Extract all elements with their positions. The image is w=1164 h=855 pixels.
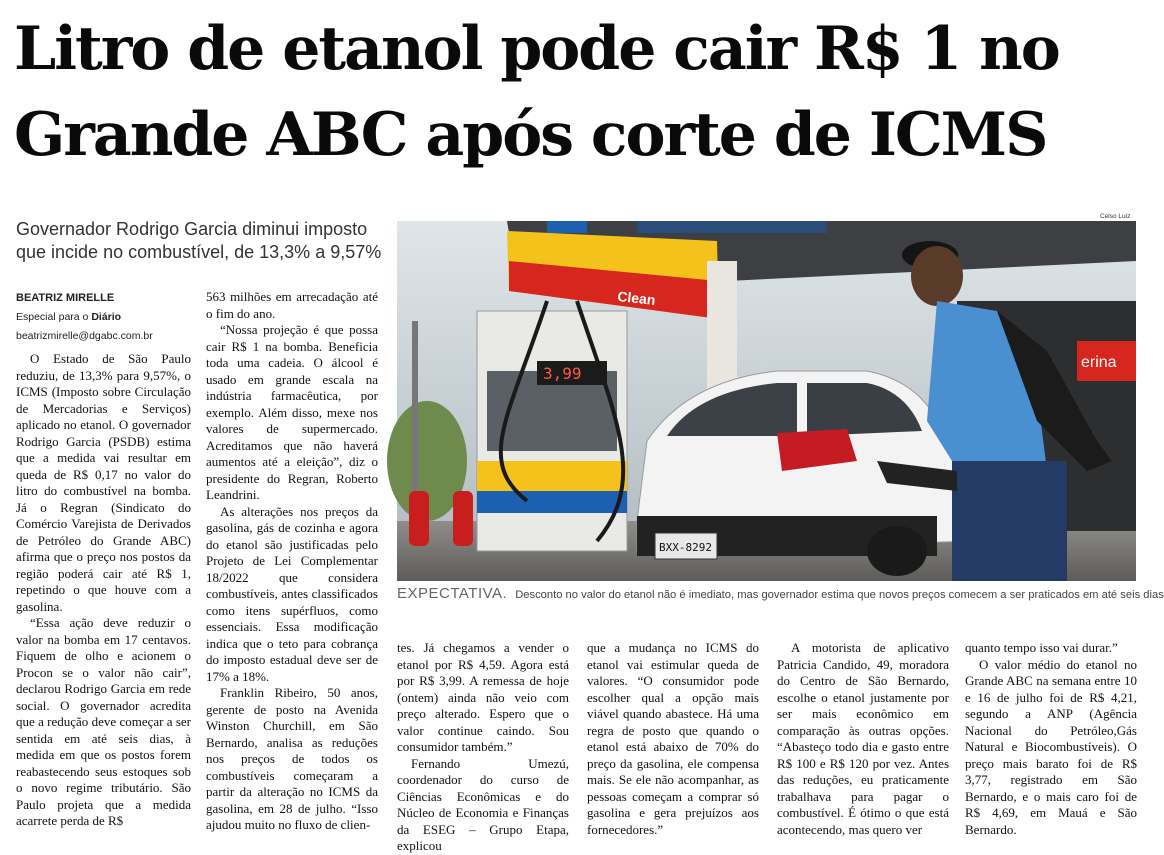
paragraph: “Nossa projeção é que possa cair R$ 1 na bomba. Beneficia toda uma cadeia. O álcool é usado em grande escala na indústria farmacêutica, por exemplo. Além disso, mexe nos valores de supermercado. Acreditamos que não haverá aumentos até a eleição”, diz o presidente do Regran, Roberto Leandrini. (206, 322, 378, 502)
article-column-2 (206, 289, 378, 841)
fire-extinguisher (453, 491, 473, 546)
article-column-5 (777, 640, 949, 840)
headline-line-1: Litro de etanol pode cair R$ 1 no (14, 14, 1059, 84)
attendant-head (911, 246, 963, 306)
store-sign-text: erina (1081, 354, 1117, 371)
canopy-sign-text: Clean (616, 288, 657, 308)
caption-label: EXPECTATIVA. (397, 585, 508, 602)
pump-blue-band (477, 491, 627, 513)
canopy-led-strip (637, 221, 827, 233)
author-email[interactable]: beatrizmirelle@dgabc.com.br (16, 330, 153, 342)
headline-line-2: Grande ABC após corte de ICMS (14, 100, 1047, 170)
paragraph: O Estado de São Paulo reduziu, de 13,3% para 9,57%, o ICMS (Imposto sobre Circulação de Mercadorias e Serviços) aplicado no etanol. O governador Rodrigo Garcia (PSDB) estima que a medida vai resultar em queda de R$ 0,17 no valor do litro do combustível na bomba. Já o Regran (Sindicato do Comércio Varejista de Derivados de Petróleo do Grande ABC) afirma que o preço nos postos da região poderá cair até R$ 1, repetindo o que houve com a gasolina. (16, 351, 191, 614)
photo-credit: Celso Luiz (1100, 213, 1131, 220)
pump-yellow-band (477, 461, 627, 491)
article-column-3 (397, 640, 569, 853)
newspaper-name: Diário (91, 311, 122, 323)
author-role-text: Especial para o (16, 311, 89, 323)
author-name: BEATRIZ MIRELLE (16, 292, 115, 304)
car-wheel (867, 526, 927, 576)
caption-text: Desconto no valor do etanol não é imediato, mas governador estima que novos preços comecem a ser praticados em até seis dias (515, 589, 1164, 601)
paragraph: O valor médio do etanol no Grande ABC na semana entre 10 e 16 de julho foi de R$ 4,21, segundo a ANP (Agência Nacional do Petróleo,Gás Natural e Biocombustíveis). O preço mais barato foi de R$ 3,77, registrado em São Bernardo, e o mais caro foi de R$ 4,69, em Mauá e São Bernardo. (965, 656, 1137, 837)
license-plate-text: BXX-8292 (659, 541, 712, 554)
fire-extinguisher (409, 491, 429, 546)
paragraph: que a mudança no ICMS do etanol vai estimular queda de valores. “O consumidor pode escolher qual a opção mais viável quando abastece. Há uma regra de posto que quando o etanol está abaixo de 70% do preço da gasolina, ele compensa mais. Se ele não acompanhar, as pessoas começam a comprar só gasolina e gera prejuízos aos fornecedores.” (587, 640, 759, 837)
paragraph: A motorista de aplicativo Patricia Candido, 49, moradora do Centro de São Bernardo, escolhe o etanol justamente por ser mais econômico em comparação às outras opções. “Abasteço todo dia e gasto entre R$ 100 e R$ 120 por vez. Antes das reduções, eu praticamente trabalhava para pagar o combustível. É ótimo o que está acontecendo, mas quero ver (777, 640, 949, 837)
article-column-6 (965, 640, 1137, 840)
paragraph: “Essa ação deve reduzir o valor na bomba em 17 centavos. Fiquem de olho e acionem o Procon se o valor não cair”, declarou Rodrigo Garcia em rede social. O governador acredita que a redução deve começar a ser sentida em até seis dias, à medida em que os postos forem reabastecendo seus estoques sob o novo regime tributário. São Paulo projeta que a medida acarrete perda de R$ (16, 615, 191, 828)
paragraph: As alterações nos preços da gasolina, gás de cozinha e agora do etanol são justificadas pelo Projeto de Lei Complementar 18/2022 que considera combustíveis, antes classificados como itens supérfluos, como essenciais. Essa modificação indica que o teto para cobrança do imposto estadual deve ser de 17% a 18%. (206, 503, 378, 684)
paragraph: tes. Já chegamos a vender o etanol por R$ 4,59. Agora está por R$ 3,99. A remessa de hoje (ontem) ainda não veio com preço alterado. Espero que o valor continue caindo. Sou consumidor também.” (397, 640, 569, 754)
pump-price: 3,99 (543, 364, 582, 383)
photo-caption (397, 585, 1164, 602)
paragraph: 563 milhões em arrecadação até o fim do ano. (206, 289, 378, 321)
article-column-1 (16, 351, 191, 841)
brand-logo (547, 221, 587, 233)
subheadline: Governador Rodrigo Garcia diminui imposto que incide no combustível, de 13,3% a 9,57% (16, 219, 382, 262)
paragraph: quanto tempo isso vai durar.” (965, 640, 1118, 655)
paragraph: Fernando Umezú, coordenador do curso de Ciências Econômicas e do Núcleo de Economia e Finanças da ESEG – Grupo Etapa, explicou (397, 755, 569, 853)
attendant-pants (952, 461, 1067, 581)
gas-station-photo (397, 221, 1136, 581)
author-role (16, 308, 196, 327)
gas-station-illustration (397, 221, 1136, 581)
byline (16, 289, 196, 346)
headline (14, 6, 1144, 178)
article-column-4 (587, 640, 759, 840)
paragraph: Franklin Ribeiro, 50 anos, gerente de posto na Avenida Winston Churchill, em São Bernardo, analisa as reduções nos preços de todos os combustíveis começaram a partir da alteração no ICMS da gasolina, em 28 de julho. “Isso ajudou muito no fluxo de clien- (206, 685, 378, 832)
